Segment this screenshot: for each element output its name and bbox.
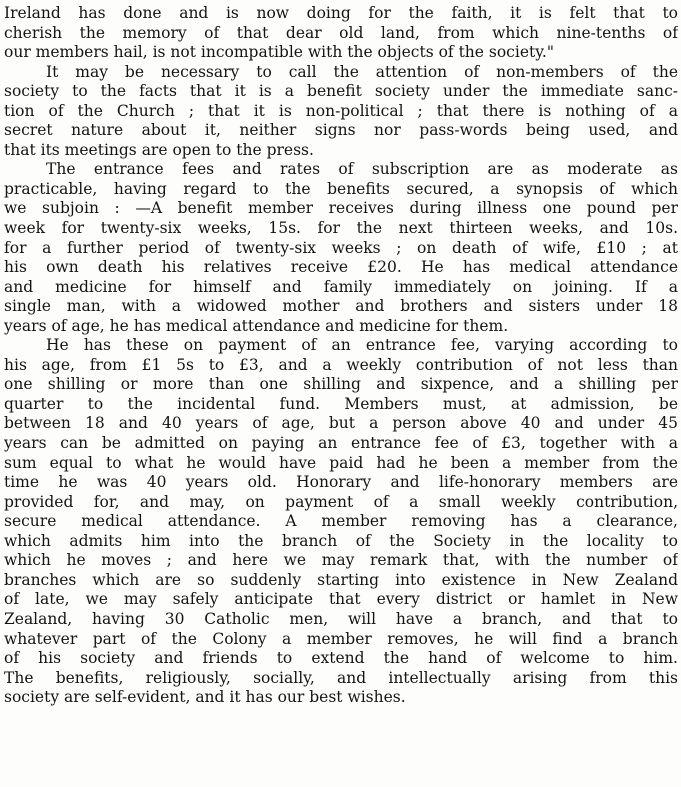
text-line: cherish the memory of that dear old land, from which nine-tenths of (4, 23, 678, 42)
text-line: provided for, and may, on payment of a small weekly contribution, (4, 492, 678, 511)
text-line: secret nature about it, neither signs nor pass-words being used, and (4, 121, 678, 140)
text-line: secure medical attendance. A member removing has a clearance, (4, 512, 678, 531)
text-line: years of age, he has medical attendance and medicine for them. (4, 316, 509, 335)
text-line: single man, with a widowed mother and brothers and sisters under 18 (4, 297, 678, 316)
text-line: our members hail, is not incompatible with the objects of the society." (4, 43, 554, 62)
text-line: The benefits, religiously, socially, and intellectually arising from this (4, 668, 678, 687)
text-line: branches which are so suddenly starting into existence in New Zealand (4, 570, 678, 589)
text-line: for a further period of twenty-six weeks ; on death of wife, £10 ; at (4, 238, 678, 257)
text-line: Ireland has done and is now doing for the faith, it is felt that to (4, 4, 678, 22)
text-line: between 18 and 40 years of age, but a person above 40 and under 45 (4, 414, 678, 433)
text-line: sum equal to what he would have paid had he been a member from the (4, 453, 678, 472)
text-line: of late, we may safely anticipate that every district or hamlet in New (4, 590, 678, 609)
text-line: practicable, having regard to the benefits secured, a synopsis of which (4, 179, 678, 198)
text-line: The entrance fees and rates of subscription are as moderate as (46, 160, 678, 179)
text-line: one shilling or more than one shilling and sixpence, and a shilling per (4, 375, 678, 394)
text-line: Zealand, having 30 Catholic men, will have a branch, and that to (4, 609, 678, 628)
text-line: whatever part of the Colony a member removes, he will find a branch (4, 629, 678, 648)
text-line: time he was 40 years old. Honorary and life-honorary members are (4, 473, 678, 492)
text-line: of his society and friends to extend the hand of welcome to him. (4, 649, 678, 668)
text-line: we subjoin : —A benefit member receives during illness one pound per (4, 199, 678, 218)
text-line: which he moves ; and here we may remark that, with the number of (4, 551, 678, 570)
text-line: that its meetings are open to the press. (4, 140, 314, 159)
text-line: society to the facts that it is a benefit society under the immediate sanc- (4, 82, 678, 101)
text-line: He has these on payment of an entrance fee, varying according to (46, 336, 678, 355)
text-line: It may be necessary to call the attention of non-members of the (46, 62, 678, 81)
text-line: his age, from £1 5s to £3, and a weekly contribution of not less than (4, 355, 678, 374)
text-line: and medicine for himself and family immediately on joining. If a (4, 277, 678, 296)
text-line: quarter to the incidental fund. Members must, at admission, be (4, 394, 678, 413)
text-line: which admits him into the branch of the Society in the locality to (4, 531, 678, 550)
text-line: week for twenty-six weeks, 15s. for the next thirteen weeks, and 10s. (4, 219, 678, 238)
text-line: society are self-evident, and it has our best wishes. (4, 688, 406, 707)
text-line: years can be admitted on paying an entrance fee of £3, together with a (4, 434, 678, 453)
text-line: his own death his relatives receive £20. He has medical attendance (4, 258, 678, 277)
article-body (4, 4, 678, 708)
text-line: tion of the Church ; that it is non-political ; that there is nothing of a (4, 101, 678, 120)
